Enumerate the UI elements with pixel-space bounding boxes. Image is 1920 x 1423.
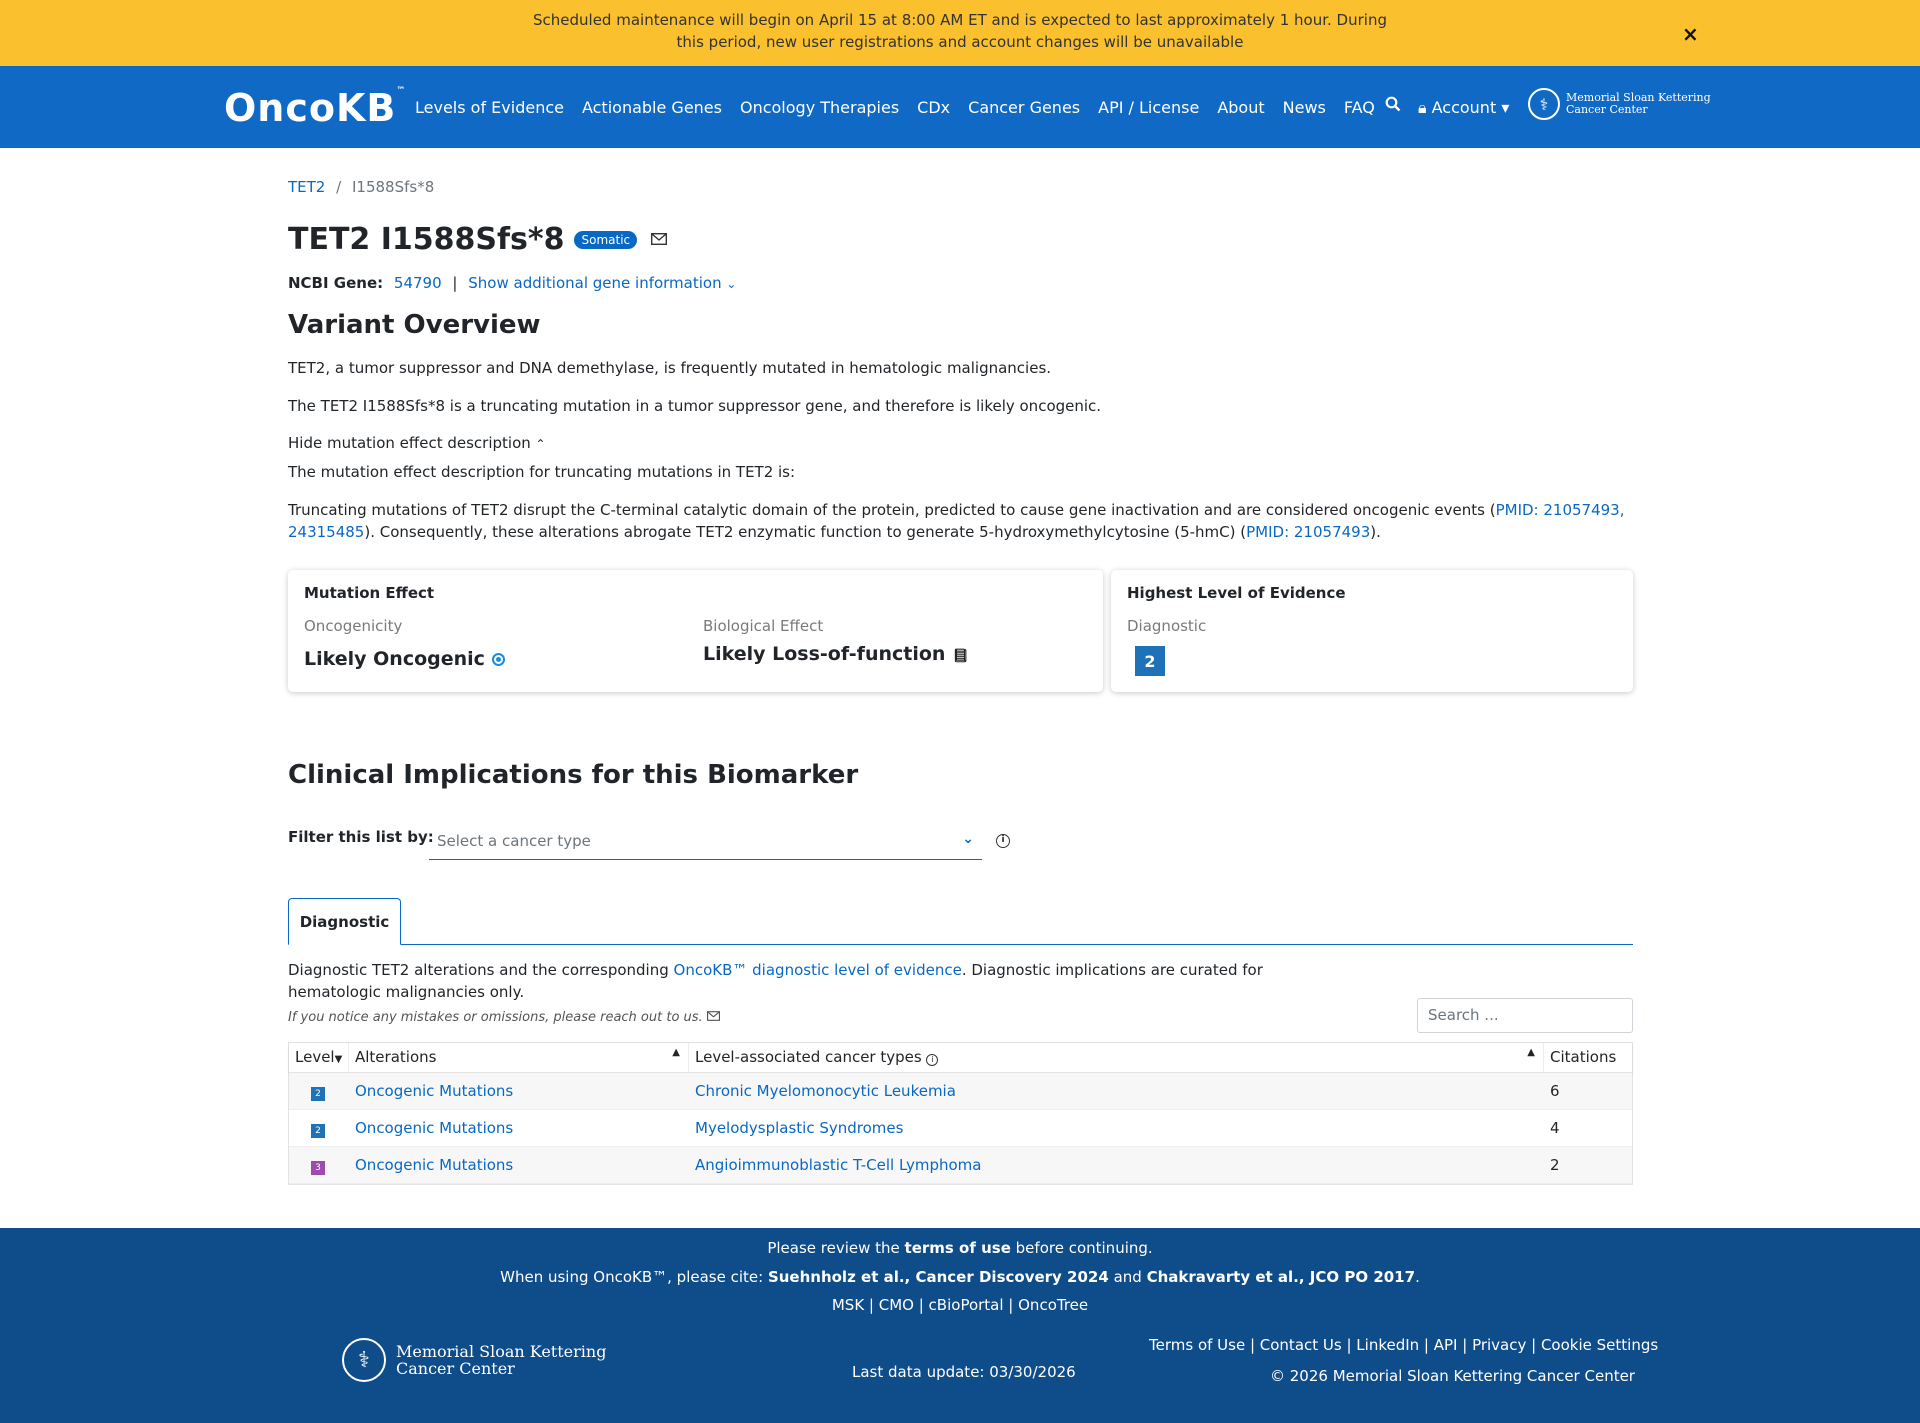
nav-levels-of-evidence[interactable]: Levels of Evidence — [415, 98, 564, 117]
header-alterations[interactable]: Alterations ▲ — [349, 1043, 689, 1072]
info-icon[interactable]: i — [926, 1054, 938, 1066]
cancer-type-link[interactable]: Myelodysplastic Syndromes — [695, 1119, 904, 1137]
msk-logo[interactable] — [1528, 88, 1711, 120]
diagnostic-description — [288, 959, 1288, 1003]
nav-faq[interactable]: FAQ — [1343, 98, 1375, 117]
chevron-down-icon: ⌄ — [962, 831, 974, 847]
terms-link[interactable]: terms of use — [904, 1239, 1011, 1257]
header-cancer-types[interactable]: Level-associated cancer types i ▲ — [689, 1043, 1544, 1072]
lock-icon: 🔒︎ — [1418, 98, 1427, 117]
maintenance-banner — [0, 0, 1920, 66]
chevron-circle-up-icon: ⌃ — [535, 437, 546, 451]
nav-cancer-genes[interactable]: Cancer Genes — [968, 98, 1081, 117]
highest-level-title: Highest Level of Evidence — [1127, 584, 1346, 602]
highest-level-card — [1111, 570, 1633, 692]
sort-down-icon: ▼ — [334, 1054, 343, 1065]
nav-oncology-therapies[interactable]: Oncology Therapies — [739, 98, 900, 117]
nav-cdx[interactable]: CDx — [917, 98, 951, 117]
book-icon[interactable]: 📘︎ — [952, 649, 969, 664]
show-gene-info-link[interactable]: Show additional gene information ⌄ — [468, 274, 737, 292]
nav-actionable-genes[interactable]: Actionable Genes — [581, 98, 722, 117]
citation-notice: When using OncoKB™, please cite: Suehnholz et al., Cancer Discovery 2024 and Chakravarty et al., JCO PO 2017. — [500, 1268, 1420, 1286]
msk-name-line1: Memorial Sloan Kettering — [396, 1342, 607, 1361]
somatic-badge: Somatic — [574, 231, 637, 249]
implications-table — [288, 1042, 1633, 1185]
account-label: Account — [1431, 98, 1497, 117]
search-icon[interactable] — [1385, 96, 1401, 116]
biological-effect-value: Likely Loss-of-function 📘︎ — [703, 643, 969, 665]
variant-overview-heading: Variant Overview — [288, 310, 541, 340]
mutation-effect-title: Mutation Effect — [304, 584, 435, 602]
alteration-link[interactable]: Oncogenic Mutations — [355, 1082, 514, 1100]
chevron-circle-down-icon: ⌄ — [726, 277, 737, 291]
tab-diagnostic[interactable]: Diagnostic — [288, 898, 401, 945]
msk-name-line1: Memorial Sloan Kettering — [1566, 91, 1711, 104]
info-icon[interactable]: i — [996, 834, 1010, 848]
alteration-link[interactable]: Oncogenic Mutations — [355, 1119, 514, 1137]
msk-name-line2: Cancer Center — [1566, 103, 1648, 116]
desc-text-b: . Diagnostic implications are curated for hematologic malignancies only. — [288, 961, 1263, 1001]
header-level[interactable]: Level▼ — [289, 1043, 349, 1072]
overview-p1: TET2, a tumor suppressor and DNA demethylase, is frequently mutated in hematologic malignancies. — [288, 359, 1052, 377]
account-menu[interactable] — [1418, 98, 1509, 118]
last-data-update: Last data update: 03/30/2026 — [852, 1363, 1076, 1381]
overview-p4 — [288, 499, 1633, 543]
breadcrumb-variant: I1588Sfs*8 — [351, 178, 435, 196]
breadcrumb — [288, 178, 434, 196]
citations-count[interactable]: 4 — [1550, 1119, 1560, 1137]
copyright: © 2026 Memorial Sloan Kettering Cancer Center — [1270, 1367, 1635, 1385]
ncbi-label: NCBI Gene: — [288, 274, 384, 292]
filter-label: Filter this list by: — [288, 828, 434, 846]
pmid-link-1[interactable]: PMID: 21057493, 24315485 — [288, 501, 1625, 541]
footer-msk-logo[interactable] — [342, 1338, 606, 1382]
diagnostic-label: Diagnostic — [1127, 617, 1207, 635]
note-text: If you notice any mistakes or omissions, please reach out to us. — [288, 1010, 703, 1025]
pmid-link-2[interactable]: PMID: 21057493 — [1246, 523, 1371, 541]
banner-text: Scheduled maintenance will begin on April 15 at 8:00 AM ET and is expected to last approximately 1 hour. During this period, new user registrations and account changes will be unavailable — [533, 11, 1387, 51]
biological-effect-label: Biological Effect — [703, 617, 824, 635]
hide-mutation-effect-link[interactable]: Hide mutation effect description ⌃ — [288, 434, 546, 452]
p4-text-b: ). Consequently, these alterations abrogate TET2 enzymatic function to generate 5-hydroxymethylcytosine (5-hmC) ( — [364, 523, 1247, 541]
diagnostic-level-link[interactable]: OncoKB™ diagnostic level of evidence — [673, 961, 962, 979]
level-badge[interactable]: 2 — [311, 1087, 325, 1101]
table-row — [289, 1147, 1632, 1184]
ncbi-gene-link[interactable]: 54790 — [393, 274, 442, 292]
terms-notice: Please review the terms of use before continuing. — [767, 1239, 1153, 1257]
footer — [0, 1228, 1920, 1423]
breadcrumb-gene[interactable]: TET2 — [288, 178, 326, 196]
header-citations[interactable]: Citations — [1550, 1048, 1617, 1066]
alteration-link[interactable]: Oncogenic Mutations — [355, 1156, 514, 1174]
msk-emblem-icon: ⚕ — [342, 1338, 386, 1382]
oncogenicity-value: Likely Oncogenic — [304, 648, 505, 670]
breadcrumb-sep: / — [336, 178, 342, 196]
desc-text-a: Diagnostic TET2 alterations and the corresponding — [288, 961, 674, 979]
oncokb-logo[interactable]: OncoKB™ — [224, 86, 407, 130]
tab-underline — [288, 944, 1633, 945]
oncogenic-target-icon — [492, 653, 505, 666]
p4-text-a: Truncating mutations of TET2 disrupt the C-terminal catalytic domain of the protein, predicted to cause gene inactivation and are considered oncogenic events ( — [288, 501, 1496, 519]
sort-up-icon: ▲ — [672, 1047, 680, 1058]
mutation-effect-card — [288, 570, 1103, 692]
partner-links[interactable]: MSK | CMO | cBioPortal | OncoTree — [831, 1296, 1089, 1314]
overview-p3: The mutation effect description for truncating mutations in TET2 is: — [288, 463, 796, 481]
nav-news[interactable]: News — [1282, 98, 1326, 117]
nav-about[interactable]: About — [1217, 98, 1265, 117]
table-header — [289, 1043, 1632, 1073]
clinical-implications-heading: Clinical Implications for this Biomarker — [288, 760, 859, 790]
envelope-icon[interactable] — [707, 1010, 720, 1025]
table-search-input[interactable]: Search ... — [1417, 998, 1633, 1033]
level-badge[interactable]: 3 — [311, 1161, 325, 1175]
caret-down-icon: ▾ — [1501, 98, 1510, 117]
citation-link-1[interactable]: Suehnholz et al., Cancer Discovery 2024 — [767, 1268, 1109, 1286]
table-row — [289, 1110, 1632, 1147]
msk-emblem-icon: ⚕ — [1528, 88, 1560, 120]
cancer-type-select[interactable] — [429, 826, 982, 860]
sort-up-icon: ▲ — [1527, 1047, 1535, 1058]
navbar — [0, 66, 1920, 148]
ncbi-gene-row — [288, 274, 736, 292]
level-badge[interactable]: 2 — [311, 1124, 325, 1138]
citations-count[interactable]: 6 — [1550, 1082, 1560, 1100]
cancer-type-link[interactable]: Chronic Myelomonocytic Leukemia — [695, 1082, 956, 1100]
oncogenicity-label: Oncogenicity — [304, 617, 403, 635]
envelope-icon[interactable] — [651, 230, 667, 249]
msk-name-line2: Cancer Center — [396, 1359, 515, 1378]
ncbi-sep: | — [452, 274, 458, 292]
citation-link-2[interactable]: Chakravarty et al., JCO PO 2017 — [1146, 1268, 1416, 1286]
close-icon[interactable]: × — [1682, 22, 1699, 46]
table-row — [289, 1073, 1632, 1110]
level-2-badge[interactable]: 2 — [1135, 646, 1165, 676]
title-text: TET2 I1588Sfs*8 — [288, 222, 565, 257]
nav-links — [415, 98, 1375, 117]
overview-p2: The TET2 I1588Sfs*8 is a truncating mutation in a tumor suppressor gene, and therefore is likely oncogenic. — [288, 397, 1102, 415]
select-placeholder: Select a cancer type — [437, 832, 591, 850]
nav-api-license[interactable]: API / License — [1098, 98, 1200, 117]
cancer-type-link[interactable]: Angioimmunoblastic T-Cell Lymphoma — [695, 1156, 982, 1174]
footer-links[interactable]: Terms of Use | Contact Us | LinkedIn | API | Privacy | Cookie Settings — [1149, 1336, 1659, 1354]
citations-count[interactable]: 2 — [1550, 1156, 1560, 1174]
page-title — [288, 222, 667, 257]
p4-text-c: ). — [1370, 523, 1381, 541]
